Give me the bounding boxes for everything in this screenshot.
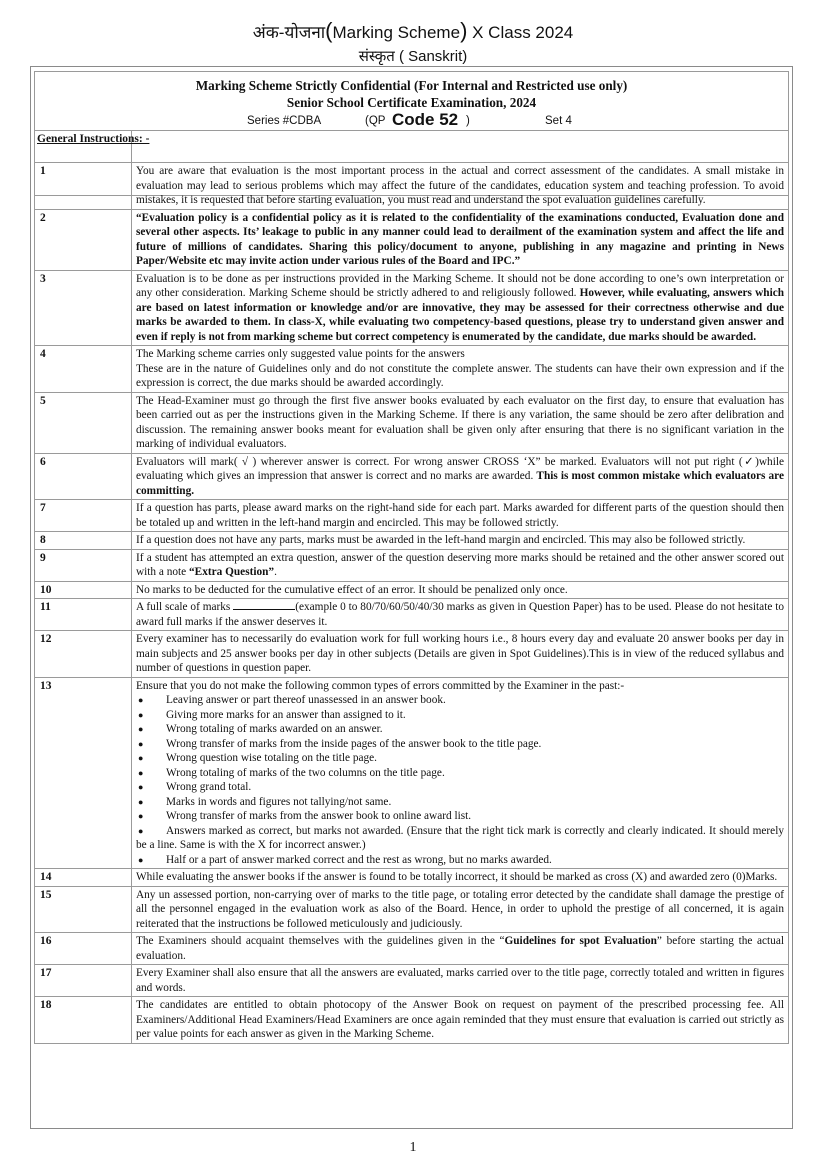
list-item: ● Marks in words and figures not tallying/not same.: [136, 795, 784, 810]
row-number: 16: [35, 933, 132, 964]
list-item: ● Answers marked as correct, but marks not awarded. (Ensure that the right tick mark is correctly and clearly indicated. It should merely be a line. Same is with the X for incorrect answer.): [136, 824, 784, 853]
subject-hindi: संस्कृत: [358, 48, 395, 65]
list-item: ● Wrong transfer of marks from the answer book to online award list.: [136, 809, 784, 824]
qp-suffix: ): [466, 115, 470, 127]
row-number: 9: [35, 550, 132, 581]
table-row: [34, 162, 789, 210]
list-item: ● Leaving answer or part thereof unassessed in an answer book.: [136, 693, 784, 708]
table-row: [34, 500, 789, 532]
table-row: [34, 454, 789, 501]
title-english: Marking Scheme: [332, 23, 461, 42]
table-row: [34, 631, 789, 678]
set-label: Set 4: [545, 115, 572, 127]
list-item: ● Half or a part of answer marked correct and the rest as wrong, but no marks awarded.: [136, 853, 784, 868]
errors-list: [136, 693, 784, 867]
page-number: 1: [409, 1140, 417, 1155]
subject-english: ( Sanskrit): [398, 48, 468, 65]
blank-line: [233, 600, 295, 610]
row-text: The Head-Examiner must go through the first five answer books evaluated by each evaluator on the first day, to ensure that evaluation has been carried out as per the instructions given in the Marking Scheme. If there is any variation, the same should be zero after delibration and discussion. The remaining answer books meant for evaluation shall be given only after ensuring that there is no significant variation in the marking of individual evaluators.: [136, 394, 784, 450]
row-text: If a student has attempted an extra question, answer of the question deserving more marks should be retained and the other answer scored out with a note “Extra Question”.: [136, 551, 784, 578]
row-text: [132, 678, 788, 869]
divider: [35, 130, 788, 131]
row-number: 17: [35, 965, 132, 996]
instructions-table: [34, 162, 789, 1044]
row-text: If a question does not have any parts, marks must be awarded in the left-hand margin and encircled. This may also be followed strictly.: [136, 534, 746, 546]
row-number: 2: [35, 210, 132, 270]
row-number: 10: [35, 582, 132, 599]
table-row: [34, 210, 789, 271]
list-item: ● Giving more marks for an answer than assigned to it.: [136, 708, 784, 723]
series-label: Series #CDBA: [247, 115, 322, 127]
table-row: [34, 965, 789, 997]
table-row: [34, 271, 789, 347]
row-number: 13: [35, 678, 132, 869]
row-text: Every Examiner shall also ensure that all the answers are evaluated, marks carried over to the title page, correctly totaled and written in figures and words.: [136, 967, 784, 994]
row-text: Every examiner has to necessarily do evaluation work for full working hours i.e., 8 hours every day and evaluate 20 answer books per day in main subjects and 25 answer books per day in other subjects (Details are given in Spot Guidelines).This is in view of the reduced syllabus and number of questions in question paper.: [136, 633, 784, 674]
row-number: 4: [35, 346, 132, 392]
row-number: 12: [35, 631, 132, 677]
row-number: 3: [35, 271, 132, 346]
list-item: ● Wrong question wise totaling on the title page.: [136, 751, 784, 766]
table-row: [34, 887, 789, 934]
confidential-heading: Marking Scheme Strictly Confidential (For Internal and Restricted use only): [195, 78, 628, 93]
page-frame: [30, 66, 793, 1129]
list-item: ● Wrong grand total.: [136, 780, 784, 795]
row-text: The Examiners should acquaint themselves with the guidelines given in the “Guidelines for spot Evaluation” before starting the actual evaluation.: [136, 935, 784, 962]
row-number: 6: [35, 454, 132, 500]
row-text: Evaluators will mark( √ ) wherever answer is correct. For wrong answer CROSS ‘X” be marked. Evaluators will not put right (✓)while evaluating which gives an impression that answer is correct and no marks are awarded. This is most common mistake which evaluators are committing.: [136, 455, 784, 497]
table-row: [34, 678, 789, 870]
row-text: The Marking scheme carries only suggested value points for the answers These are in the nature of Guidelines only and do not constitute the complete answer. The students can have their own expression and if the expression is correct, the due marks should be awarded accordingly.: [136, 348, 784, 389]
list-item: ● Wrong totaling of marks of the two columns on the title page.: [136, 766, 784, 781]
document-subject: [0, 46, 826, 66]
list-item: ● Wrong totaling of marks awarded on an answer.: [136, 722, 784, 737]
title-class-year: X Class 2024: [472, 23, 574, 42]
exam-heading: Senior School Certificate Examination, 2024: [286, 95, 537, 110]
title-hindi: अंक-योजना: [252, 23, 326, 42]
errors-intro: Ensure that you do not make the following common types of errors committed by the Examiner in the past:-: [136, 679, 625, 692]
general-instructions-label: General Instructions: -: [37, 133, 150, 145]
row-number: 14: [35, 869, 132, 886]
table-row: [34, 599, 789, 631]
row-number: 8: [35, 532, 132, 549]
row-text: No marks to be deducted for the cumulative effect of an error. It should be penalized only once.: [136, 583, 568, 596]
row-number: 1: [35, 163, 132, 209]
list-item: ● Wrong transfer of marks from the inside pages of the answer book to the title page.: [136, 737, 784, 752]
table-row: [34, 997, 789, 1044]
row-text: Any un assessed portion, non-carrying over of marks to the title page, or totaling error detected by the candidate shall damage the prestige of all the personnel engaged in the evaluation work as also of the Board. Hence, in order to uphold the prestige of all concerned, it is again reiterated that the instructions be followed meticulously and judiciously.: [136, 888, 784, 930]
row-text: If a question has parts, please award marks on the right-hand side for each part. Marks awarded for different parts of the question should then be totaled up and written in the left-hand margin and encircled. This may be followed strictly.: [136, 502, 784, 529]
table-row: [34, 393, 789, 454]
row-text: The candidates are entitled to obtain photocopy of the Answer Book on request on payment of the prescribed processing fee. All Examiners/Additional Head Examiners/Head Examiners are once again reminded that they must ensure that evaluation is carried out strictly as per value points for each answer as given in the Marking Scheme.: [136, 999, 784, 1040]
row-text: While evaluating the answer books if the answer is found to be totally incorrect, it should be marked as cross (X) and awarded zero (0)Marks.: [136, 871, 778, 883]
qp-code: Code 52: [392, 110, 459, 129]
table-row: [34, 346, 789, 393]
table-row: [34, 582, 789, 600]
row-number: 11: [35, 599, 132, 630]
document-title: अंक-योजना(Marking Scheme) X Class 2024: [252, 18, 574, 43]
row-text: A full scale of marks (example 0 to 80/70/60/50/40/30 marks as given in Question Paper) has to be used. Please do not hesitate to award full marks if the answer deserves it.: [136, 601, 785, 628]
row-text: You are aware that evaluation is the most important process in the actual and correct assessment of the candidates. A small mistake in evaluation may lead to serious problems which may affect the future of the candidates, education system and teaching profession. To avoid mistakes, it is requested that before starting evaluation, you must read and understand the spot evaluation guidelines carefully.: [136, 165, 784, 206]
qp-prefix: (QP: [365, 115, 386, 127]
row-number: 7: [35, 500, 132, 531]
row-number: 18: [35, 997, 132, 1043]
table-row: [34, 550, 789, 582]
row-number: 5: [35, 393, 132, 453]
table-row: [34, 869, 789, 887]
row-number: 15: [35, 887, 132, 933]
table-row: [34, 933, 789, 965]
table-row: [34, 532, 789, 550]
row-text: Evaluation is to be done as per instructions provided in the Marking Scheme. It should not be done according to one’s own interpretation or any other consideration. Marking Scheme should be strictly adhered to and religiously followed. However, while evaluating, answers which are based on latest information or knowledge and/or are innovative, they may be assessed for their correctness otherwise and due marks be awarded to them. In class-X, while evaluating two competency-based questions, please try to understand given answer and even if reply is not from marking scheme but correct competency is enumerated by the candidate, due marks should be awarded.: [136, 272, 784, 343]
row-text: “Evaluation policy is a confidential policy as it is related to the confidentiality of the examinations conducted, Evaluation done and several other aspects. Its’ leakage to public in any manner could lead to derailment of the examination system and affect the life and future of millions of candidates. Sharing this policy/document to anyone, publishing in any magazine and printing in News Paper/Website etc may invite action under various rules of the Board and IPC.”: [136, 211, 784, 267]
